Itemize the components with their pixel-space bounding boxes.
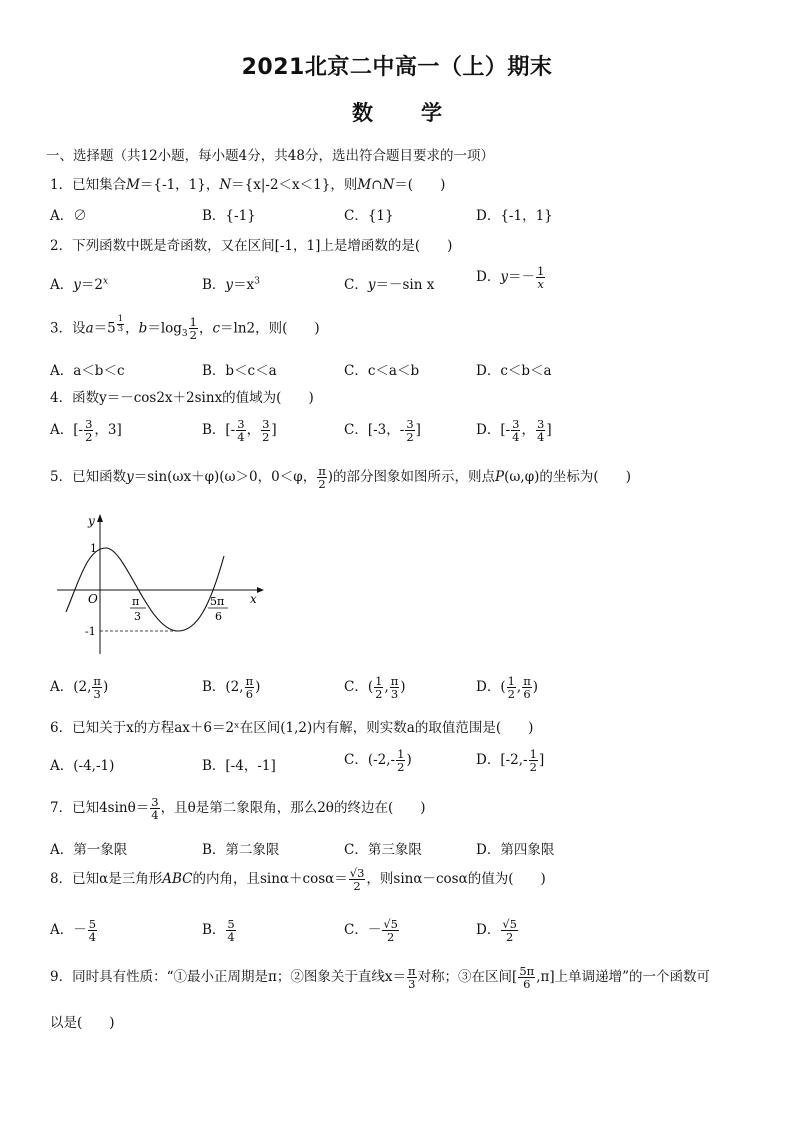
- q5-option-a: A．(2, $\frac{\pi}{3}$ ): [50, 674, 109, 702]
- q8-option-a: A．－ $\frac{5}{4}$: [50, 917, 97, 945]
- question-3-stem: 3．设a＝5 $^{\frac{1}{3}}$ ，$b=\log_3$ $\frac{1}{2}$ ，c＝ln2，则( ): [50, 314, 320, 343]
- subject-title: [0, 97, 794, 127]
- q6-option-d: D．[-2,- $\frac{1}{2}$ ]: [476, 747, 545, 775]
- question-5-stem: 5．已知函数y＝sin(ωx＋φ)(ω＞0，0＜φ， $\frac{\pi}{2}$ )的部分图象如图所示，则点P(ω,φ)的坐标为( ): [50, 464, 631, 492]
- q3-option-b: B．b＜c＜a: [202, 363, 277, 379]
- subject-char-2: 学: [421, 101, 442, 125]
- question-8-stem: 8．已知α是三角形ABC的内角，且sinα＋cosα＝ $\frac{√3}{2}$ ，则sinα－cosα的值为( ): [50, 866, 546, 894]
- x-axis-arrow: [257, 587, 264, 593]
- sine-graph: [52, 508, 267, 658]
- q7-option-d: D．第四象限: [476, 842, 555, 858]
- q5-option-c: C．( $\frac{1}{2}$ , $\frac{\pi}{3}$ ): [344, 674, 406, 702]
- q1-option-b: B．{-1}: [202, 208, 256, 224]
- q3-option-c: C．c＜a＜b: [344, 363, 420, 379]
- origin-label: O: [88, 592, 98, 606]
- subject-char-1: 数: [352, 101, 373, 125]
- q1-option-c: C．{1}: [344, 208, 394, 224]
- label-minus-one: -1: [85, 625, 96, 638]
- q4-option-a: A．[- $\frac{3}{2}$ ，3]: [50, 417, 122, 445]
- y-axis-label: y: [88, 514, 95, 528]
- q8-option-c: C．－ $\frac{√5}{2}$: [344, 917, 398, 945]
- q2-option-d: D．y＝－ $\frac{1}{x}$: [476, 264, 545, 292]
- q1-option-d: D．{-1，1}: [476, 208, 553, 224]
- tick-pi-over-3-num: π: [132, 595, 140, 608]
- q5-option-d: D．( $\frac{1}{2}$ , $\frac{\pi}{6}$ ): [476, 674, 539, 702]
- q8-option-d: D． $\frac{√5}{2}$: [476, 917, 517, 945]
- section-heading: 一、选择题（共12小题，每小题4分，共48分，选出符合题目要求的一项）: [46, 148, 494, 164]
- x-axis-label: x: [250, 592, 257, 606]
- page-title: 2021北京二中高一（上）期末: [241, 55, 553, 80]
- q4-option-b: B．[- $\frac{3}{4}$ ， $\frac{3}{2}$ ]: [202, 417, 277, 445]
- q7-option-b: B．第二象限: [202, 842, 280, 858]
- q5-option-b: B．(2, $\frac{\pi}{6}$ ): [202, 674, 261, 702]
- question-7-stem: 7．已知4sinθ＝ $\frac{3}{4}$ ，且θ是第二象限角，那么2θ的终边在( ): [50, 795, 426, 823]
- q2-option-c: C．y＝－sin x: [344, 277, 435, 293]
- q2-option-a: A．$y=2^x$: [50, 276, 109, 293]
- q3-option-a: A．a＜b＜c: [50, 363, 125, 379]
- y-axis-arrow: [97, 514, 103, 522]
- q4-option-d: D．[- $\frac{3}{4}$ ， $\frac{3}{4}$ ]: [476, 417, 552, 445]
- question-6-stem: 6．已知关于x的方程ax＋6＝2ˣ在区间(1,2)内有解，则实数a的取值范围是( ): [50, 720, 534, 736]
- q6-option-a: A．(-4,-1): [50, 758, 115, 774]
- question-9-stem-continued: 以是( ): [50, 1015, 115, 1031]
- label-one: 1: [90, 542, 97, 555]
- q6-option-c: C．(-2,- $\frac{1}{2}$ ): [344, 747, 412, 775]
- q6-option-b: B．[-4，-1]: [202, 758, 276, 774]
- tick-5pi-over-6-num: 5π: [210, 595, 225, 608]
- q7-option-c: C．第三象限: [344, 842, 422, 858]
- question-1-stem: 1．已知集合M＝{-1，1}，N＝{x|-2＜x＜1}，则M∩N＝( ): [50, 177, 446, 193]
- question-4-stem: 4．函数y＝－cos2x＋2sinx的值域为( ): [50, 390, 314, 406]
- question-9-stem: 9．同时具有性质：“①最小正周期是π；②图象关于直线x＝ $\frac{\pi}{3}$ 对称；③在区间[ $\frac{5\pi}{6}$ ,π]上单调递增”的一个函数可: [50, 964, 711, 992]
- q8-option-b: B． $\frac{5}{4}$: [202, 917, 235, 945]
- q2-option-b: B．$y=x^3$: [202, 276, 260, 293]
- q7-option-a: A．第一象限: [50, 842, 128, 858]
- q3-option-d: D．c＜b＜a: [476, 363, 552, 379]
- q4-option-c: C．[-3，- $\frac{3}{2}$ ]: [344, 417, 421, 445]
- q1-option-a: A．∅: [50, 208, 87, 224]
- question-2-stem: 2．下列函数中既是奇函数，又在区间[-1，1]上是增函数的是( ): [50, 238, 453, 254]
- tick-5pi-over-6-den: 6: [215, 610, 222, 623]
- tick-pi-over-3-den: 3: [134, 610, 141, 623]
